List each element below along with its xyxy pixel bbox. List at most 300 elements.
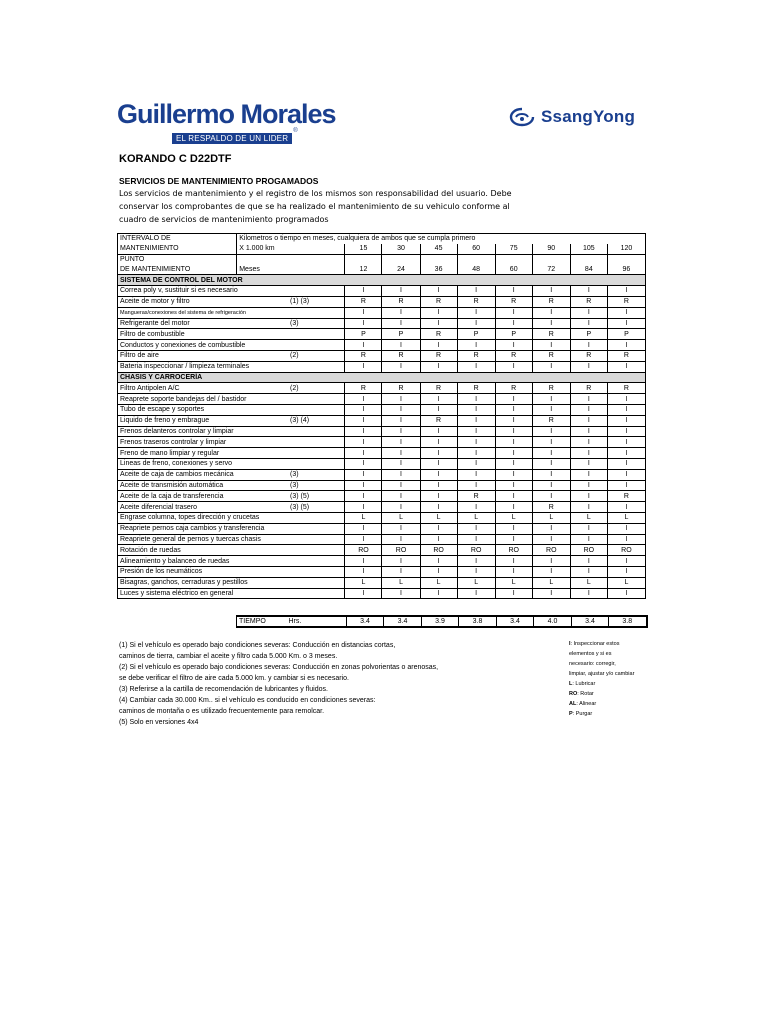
section-header bbox=[118, 372, 646, 383]
tiempo-value: 3.8 bbox=[609, 616, 647, 627]
value-cell: I bbox=[532, 318, 570, 329]
table-row bbox=[118, 566, 646, 577]
value-cell: L bbox=[382, 512, 420, 523]
value-cell: RO bbox=[570, 545, 607, 556]
value-cell: I bbox=[570, 491, 607, 502]
value-cell: I bbox=[420, 448, 457, 459]
value-cell: I bbox=[532, 340, 570, 351]
item-label bbox=[118, 502, 345, 513]
header-row bbox=[118, 264, 646, 274]
item-text: Refrigerante del motor bbox=[120, 319, 190, 327]
value-cell: R bbox=[607, 296, 645, 307]
footnote-line: caminos de tierra, cambiar el aceite y filtro cada 5.000 Km. o 3 meses. bbox=[119, 653, 338, 660]
value-cell: R bbox=[382, 350, 420, 361]
value-cell: I bbox=[607, 480, 645, 491]
value-cell: I bbox=[457, 318, 495, 329]
value-cell: L bbox=[345, 512, 382, 523]
value-cell: I bbox=[420, 469, 457, 480]
value-cell: I bbox=[345, 404, 382, 415]
value-cell: I bbox=[457, 340, 495, 351]
footnote-line: (2) Si el vehículo es operado bajo condiciones severas: Conducción en zonas polvorientas o arenosas, bbox=[119, 664, 439, 671]
value-cell: R bbox=[345, 350, 382, 361]
value-cell: I bbox=[495, 556, 532, 567]
item-note: (1) (3) bbox=[290, 298, 310, 306]
section-title: SISTEMA DE CONTROL DEL MOTOR bbox=[118, 275, 646, 286]
value-cell: I bbox=[532, 448, 570, 459]
value-cell: I bbox=[532, 394, 570, 405]
value-cell: L bbox=[495, 512, 532, 523]
value-cell: L bbox=[420, 577, 457, 588]
table-row bbox=[118, 523, 646, 534]
item-label bbox=[118, 383, 345, 394]
value-cell: I bbox=[607, 469, 645, 480]
value-cell: L bbox=[607, 577, 645, 588]
header-cell bbox=[420, 254, 457, 264]
value-cell: I bbox=[382, 448, 420, 459]
value-cell: I bbox=[420, 523, 457, 534]
value-cell: I bbox=[382, 340, 420, 351]
km-cell: 105 bbox=[570, 244, 607, 254]
item-text: Luces y sistema eléctrico en general bbox=[120, 589, 234, 597]
header-cell bbox=[382, 254, 420, 264]
value-cell: I bbox=[570, 588, 607, 599]
value-cell: I bbox=[457, 448, 495, 459]
value-cell: I bbox=[457, 307, 495, 318]
table-row bbox=[118, 383, 646, 394]
header-cell: MANTENIMIENTO bbox=[118, 244, 237, 254]
table-row bbox=[118, 588, 646, 599]
value-cell: I bbox=[457, 556, 495, 567]
value-cell: I bbox=[457, 394, 495, 405]
item-label bbox=[118, 523, 345, 534]
item-note: (3) (5) bbox=[290, 492, 310, 500]
table-row bbox=[118, 502, 646, 513]
item-label bbox=[118, 296, 345, 307]
value-cell: I bbox=[607, 307, 645, 318]
month-cell: 60 bbox=[495, 264, 532, 274]
table-row bbox=[118, 329, 646, 340]
value-cell: I bbox=[420, 502, 457, 513]
value-cell: I bbox=[532, 491, 570, 502]
value-cell: I bbox=[420, 491, 457, 502]
value-cell: R bbox=[420, 383, 457, 394]
value-cell: R bbox=[607, 350, 645, 361]
value-cell: I bbox=[570, 566, 607, 577]
value-cell: R bbox=[382, 383, 420, 394]
value-cell: I bbox=[570, 458, 607, 469]
header-cell: PUNTO bbox=[118, 254, 237, 264]
value-cell: I bbox=[382, 426, 420, 437]
header-cell bbox=[570, 254, 607, 264]
month-cell: 48 bbox=[457, 264, 495, 274]
value-cell: I bbox=[457, 426, 495, 437]
item-label bbox=[118, 556, 345, 567]
value-cell: I bbox=[607, 566, 645, 577]
item-text: Mangueras/conexiones del sistema de refrigeración bbox=[120, 309, 246, 316]
header-cell: X 1.000 km bbox=[237, 244, 345, 254]
value-cell: I bbox=[570, 556, 607, 567]
tiempo-label: TIEMPO bbox=[237, 616, 287, 627]
table-row bbox=[118, 394, 646, 405]
table-row bbox=[118, 318, 646, 329]
value-cell: L bbox=[532, 512, 570, 523]
value-cell: I bbox=[607, 361, 645, 372]
item-label bbox=[118, 534, 345, 545]
value-cell: I bbox=[420, 437, 457, 448]
value-cell: I bbox=[532, 556, 570, 567]
value-cell: R bbox=[570, 383, 607, 394]
value-cell: I bbox=[607, 448, 645, 459]
month-cell: 24 bbox=[382, 264, 420, 274]
value-cell: I bbox=[607, 523, 645, 534]
tiempo-table bbox=[236, 615, 648, 628]
value-cell: I bbox=[345, 426, 382, 437]
legend-text: : Purgar bbox=[572, 711, 593, 717]
value-cell: I bbox=[495, 415, 532, 426]
value-cell: I bbox=[607, 426, 645, 437]
value-cell: I bbox=[345, 534, 382, 545]
value-cell: RO bbox=[607, 545, 645, 556]
value-cell: I bbox=[345, 415, 382, 426]
table-row bbox=[118, 307, 646, 318]
value-cell: I bbox=[495, 480, 532, 491]
value-cell: L bbox=[532, 577, 570, 588]
value-cell: RO bbox=[457, 545, 495, 556]
value-cell: R bbox=[532, 296, 570, 307]
value-cell: R bbox=[345, 383, 382, 394]
value-cell: I bbox=[570, 361, 607, 372]
item-label bbox=[118, 437, 345, 448]
header-cell bbox=[237, 254, 345, 264]
page-subtitle: SERVICIOS DE MANTENIMIENTO PROGAMADOS bbox=[119, 176, 319, 186]
value-cell: I bbox=[570, 426, 607, 437]
header-cell: DE MANTENIMIENTO bbox=[118, 264, 237, 274]
value-cell: I bbox=[420, 556, 457, 567]
value-cell: I bbox=[457, 566, 495, 577]
value-cell: I bbox=[532, 437, 570, 448]
month-cell: 36 bbox=[420, 264, 457, 274]
item-note: (3) bbox=[290, 481, 299, 489]
value-cell: I bbox=[570, 469, 607, 480]
value-cell: I bbox=[420, 404, 457, 415]
table-row bbox=[118, 545, 646, 556]
table-row bbox=[118, 491, 646, 502]
item-text: Reapriete pernos caja cambios y transferencia bbox=[120, 525, 265, 533]
value-cell: L bbox=[570, 512, 607, 523]
value-cell: I bbox=[532, 361, 570, 372]
value-cell: I bbox=[532, 480, 570, 491]
value-cell: I bbox=[382, 502, 420, 513]
value-cell: I bbox=[495, 394, 532, 405]
value-cell: I bbox=[382, 534, 420, 545]
ssangyong-name: SsangYong bbox=[541, 107, 636, 126]
value-cell: R bbox=[382, 296, 420, 307]
value-cell: RO bbox=[420, 545, 457, 556]
item-label bbox=[118, 545, 345, 556]
value-cell: I bbox=[457, 523, 495, 534]
value-cell: I bbox=[457, 285, 495, 296]
item-text: Presión de los neumáticos bbox=[120, 568, 203, 576]
value-cell: I bbox=[532, 458, 570, 469]
value-cell: I bbox=[570, 318, 607, 329]
value-cell: I bbox=[570, 502, 607, 513]
item-label bbox=[118, 469, 345, 480]
value-cell: I bbox=[607, 588, 645, 599]
table-row bbox=[118, 512, 646, 523]
tiempo-value: 3.9 bbox=[422, 616, 459, 627]
item-text: Aceite diferencial trasero bbox=[120, 503, 198, 511]
item-text: Conductos y conexiones de combustible bbox=[120, 341, 246, 349]
item-label bbox=[118, 512, 345, 523]
header-cell bbox=[532, 254, 570, 264]
item-text: Bateria inspeccionar / limpieza terminales bbox=[120, 363, 250, 371]
tiempo-value: 3.4 bbox=[347, 616, 384, 627]
km-cell: 75 bbox=[495, 244, 532, 254]
value-cell: R bbox=[607, 383, 645, 394]
value-cell: I bbox=[607, 404, 645, 415]
table-row bbox=[118, 458, 646, 469]
value-cell: P bbox=[570, 329, 607, 340]
value-cell: I bbox=[382, 415, 420, 426]
value-cell: I bbox=[345, 361, 382, 372]
item-label bbox=[118, 448, 345, 459]
item-note: (2) bbox=[290, 352, 299, 360]
item-text: Filtro de aire bbox=[120, 352, 159, 360]
item-note: (3) (4) bbox=[290, 417, 310, 425]
item-text: Frenos traseros controlar y limpiar bbox=[120, 438, 227, 446]
legend-key: I bbox=[569, 641, 571, 647]
value-cell: I bbox=[345, 480, 382, 491]
item-label bbox=[118, 340, 345, 351]
km-cell: 90 bbox=[532, 244, 570, 254]
tiempo-row bbox=[237, 616, 647, 627]
value-cell: P bbox=[495, 329, 532, 340]
header-cell: Kilometros o tiempo en meses, cualquiera de ambos que se cumpla primero bbox=[237, 234, 646, 244]
item-text: Aceite de transmisión automática bbox=[120, 481, 224, 489]
table-row bbox=[118, 556, 646, 567]
item-text: Aceite de caja de cambios mecánica bbox=[120, 471, 234, 479]
value-cell: I bbox=[382, 285, 420, 296]
ssangyong-emblem-icon bbox=[509, 106, 535, 128]
item-note: (3) bbox=[290, 319, 299, 327]
value-cell: I bbox=[420, 307, 457, 318]
value-cell: I bbox=[420, 361, 457, 372]
value-cell: I bbox=[495, 502, 532, 513]
value-cell: R bbox=[420, 415, 457, 426]
value-cell: I bbox=[570, 307, 607, 318]
item-note: (3) bbox=[290, 471, 299, 479]
value-cell: I bbox=[570, 448, 607, 459]
value-cell: I bbox=[345, 556, 382, 567]
value-cell: R bbox=[420, 296, 457, 307]
value-cell: R bbox=[420, 350, 457, 361]
value-cell: I bbox=[607, 556, 645, 567]
tiempo-unit: Hrs. bbox=[287, 616, 347, 627]
value-cell: I bbox=[607, 502, 645, 513]
legend-key: L bbox=[569, 681, 573, 687]
value-cell: I bbox=[345, 491, 382, 502]
value-cell: I bbox=[345, 318, 382, 329]
value-cell: I bbox=[532, 523, 570, 534]
table-row bbox=[118, 437, 646, 448]
tiempo-value: 3.4 bbox=[384, 616, 422, 627]
value-cell: L bbox=[457, 577, 495, 588]
item-text: Aceite de la caja de transferencia bbox=[120, 492, 224, 500]
value-cell: R bbox=[532, 502, 570, 513]
table-row bbox=[118, 340, 646, 351]
item-label bbox=[118, 480, 345, 491]
value-cell: I bbox=[495, 523, 532, 534]
value-cell: RO bbox=[532, 545, 570, 556]
table-row bbox=[118, 415, 646, 426]
value-cell: I bbox=[382, 566, 420, 577]
month-cell: 84 bbox=[570, 264, 607, 274]
footnotes bbox=[119, 640, 438, 728]
value-cell: I bbox=[345, 285, 382, 296]
item-text: Aceite de motor y filtro bbox=[120, 298, 190, 306]
footnote-line: caminos de montaña o es utilizado frecuentemente para remolcar. bbox=[119, 708, 325, 715]
brand-name: Guillermo Morales bbox=[117, 99, 336, 129]
km-cell: 45 bbox=[420, 244, 457, 254]
header-cell: Meses bbox=[237, 264, 345, 274]
legend-line bbox=[569, 689, 689, 699]
value-cell: R bbox=[607, 491, 645, 502]
item-text: Filtro de combustible bbox=[120, 330, 185, 338]
item-text: Reaprete soporte bandejas del / bastidor bbox=[120, 395, 247, 403]
legend-line bbox=[569, 659, 689, 669]
item-text: Lineas de freno, conexiones y servo bbox=[120, 460, 233, 468]
value-cell: I bbox=[532, 566, 570, 577]
item-text: Tubo de escape y soportes bbox=[120, 406, 205, 414]
header-cell: INTERVALO DE bbox=[118, 234, 237, 244]
legend-text: limpiar, ajustar y/o cambiar bbox=[569, 671, 635, 677]
brand-logo bbox=[117, 100, 336, 146]
value-cell: RO bbox=[495, 545, 532, 556]
value-cell: I bbox=[607, 285, 645, 296]
tiempo-value: 3.4 bbox=[497, 616, 534, 627]
item-text: Reapriete general de pernos y tuercas chasis bbox=[120, 535, 261, 543]
value-cell: I bbox=[345, 566, 382, 577]
footnote-line: se debe verificar el filtro de aire cada 5.000 km. y cambiar si es necesario. bbox=[119, 675, 349, 682]
value-cell: I bbox=[457, 361, 495, 372]
header-row bbox=[118, 254, 646, 264]
value-cell: I bbox=[532, 426, 570, 437]
value-cell: I bbox=[607, 458, 645, 469]
item-label bbox=[118, 318, 345, 329]
value-cell: I bbox=[495, 404, 532, 415]
value-cell: I bbox=[420, 588, 457, 599]
value-cell: I bbox=[382, 480, 420, 491]
item-label bbox=[118, 415, 345, 426]
legend-text: : Rotar bbox=[577, 691, 594, 697]
value-cell: R bbox=[457, 491, 495, 502]
value-cell: I bbox=[570, 534, 607, 545]
item-label bbox=[118, 394, 345, 405]
footnote-line: (1) Si el vehículo es operado bajo condiciones severas: Conducción en distancias cortas, bbox=[119, 642, 396, 649]
value-cell: I bbox=[607, 340, 645, 351]
ssangyong-logo bbox=[509, 106, 635, 128]
value-cell: I bbox=[420, 534, 457, 545]
value-cell: I bbox=[382, 394, 420, 405]
value-cell: I bbox=[382, 469, 420, 480]
value-cell: I bbox=[345, 340, 382, 351]
table-row bbox=[118, 350, 646, 361]
legend-text: : Lubricar bbox=[572, 681, 596, 687]
value-cell: I bbox=[420, 480, 457, 491]
legend-line bbox=[569, 669, 689, 679]
value-cell: I bbox=[345, 502, 382, 513]
maintenance-table bbox=[117, 233, 646, 599]
table-row bbox=[118, 426, 646, 437]
value-cell: I bbox=[345, 394, 382, 405]
value-cell: I bbox=[495, 318, 532, 329]
value-cell: L bbox=[345, 577, 382, 588]
legend-text: necesario: corregir, bbox=[569, 661, 616, 667]
item-label bbox=[118, 566, 345, 577]
item-label bbox=[118, 285, 345, 296]
value-cell: I bbox=[420, 566, 457, 577]
value-cell: P bbox=[382, 329, 420, 340]
value-cell: R bbox=[457, 296, 495, 307]
footnote-line: (5) Solo en versiones 4x4 bbox=[119, 719, 199, 726]
value-cell: I bbox=[570, 404, 607, 415]
legend bbox=[569, 639, 689, 719]
value-cell: I bbox=[382, 523, 420, 534]
value-cell: I bbox=[607, 534, 645, 545]
item-label bbox=[118, 307, 345, 318]
value-cell: I bbox=[382, 318, 420, 329]
item-label bbox=[118, 588, 345, 599]
value-cell: I bbox=[345, 458, 382, 469]
value-cell: I bbox=[495, 588, 532, 599]
value-cell: I bbox=[420, 318, 457, 329]
item-label bbox=[118, 350, 345, 361]
value-cell: I bbox=[570, 437, 607, 448]
section-header bbox=[118, 275, 646, 286]
item-label bbox=[118, 491, 345, 502]
header-row bbox=[118, 244, 646, 254]
item-label bbox=[118, 458, 345, 469]
value-cell: I bbox=[345, 588, 382, 599]
value-cell: I bbox=[457, 588, 495, 599]
table-row bbox=[118, 577, 646, 588]
value-cell: I bbox=[457, 415, 495, 426]
value-cell: R bbox=[420, 329, 457, 340]
legend-key: P bbox=[569, 711, 573, 717]
value-cell: I bbox=[457, 458, 495, 469]
item-text: Freno de mano limpiar y regular bbox=[120, 449, 220, 457]
value-cell: I bbox=[495, 307, 532, 318]
value-cell: I bbox=[495, 458, 532, 469]
item-text: Alineamiento y balanceo de ruedas bbox=[120, 557, 230, 565]
header-cell bbox=[457, 254, 495, 264]
month-cell: 12 bbox=[345, 264, 382, 274]
value-cell: I bbox=[532, 307, 570, 318]
value-cell: I bbox=[532, 404, 570, 415]
footnote-line: (4) Cambiar cada 30.000 Km.. si el vehículo es conducido en condiciones severas: bbox=[119, 697, 376, 704]
month-cell: 72 bbox=[532, 264, 570, 274]
item-text: Engrase columna, topes dirección y crucetas bbox=[120, 514, 260, 522]
table-row bbox=[118, 296, 646, 307]
legend-key: AL bbox=[569, 701, 577, 707]
value-cell: R bbox=[495, 296, 532, 307]
value-cell: I bbox=[382, 491, 420, 502]
value-cell: L bbox=[607, 512, 645, 523]
value-cell: I bbox=[382, 307, 420, 318]
value-cell: I bbox=[420, 340, 457, 351]
table-row bbox=[118, 469, 646, 480]
value-cell: L bbox=[570, 577, 607, 588]
